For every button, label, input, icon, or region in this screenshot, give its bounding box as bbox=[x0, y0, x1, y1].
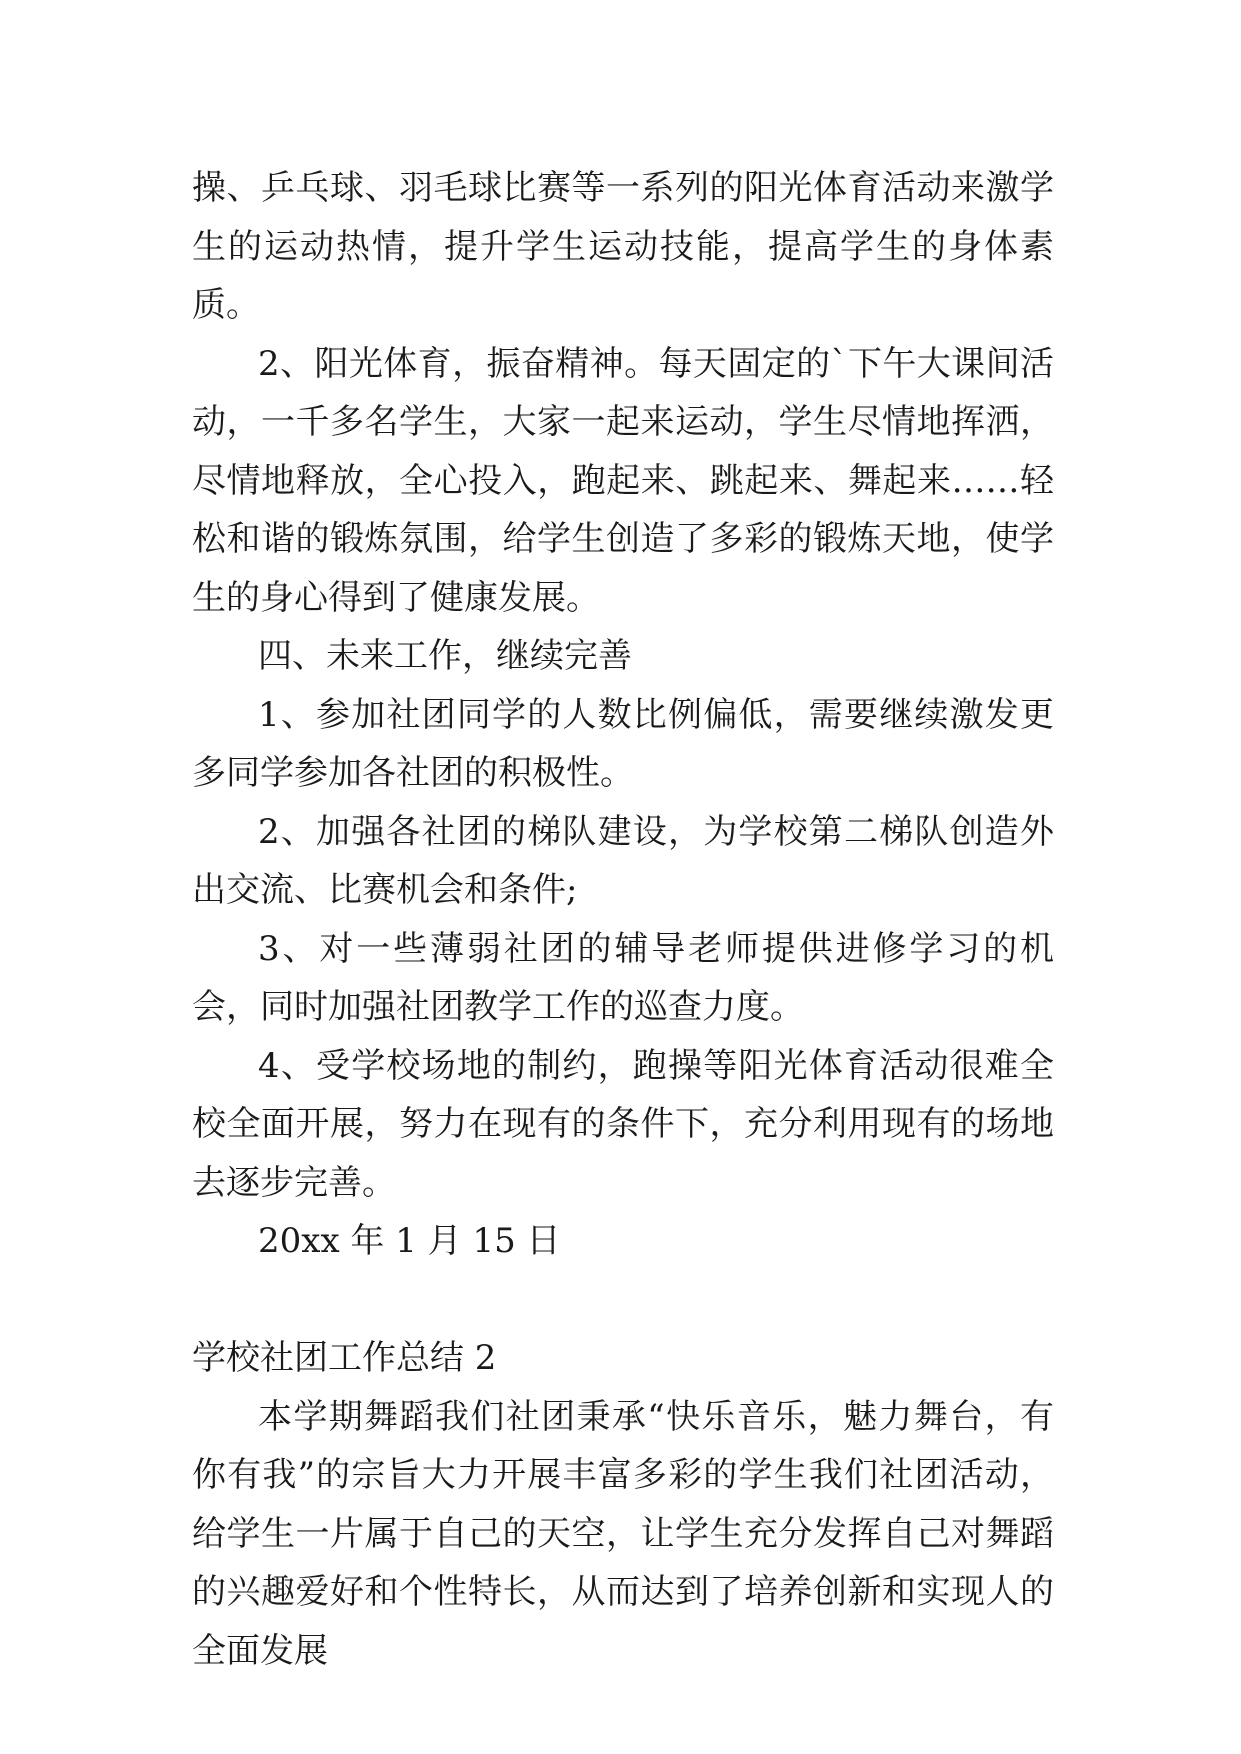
document-body bbox=[192, 159, 1054, 1680]
paragraph-sunshine-sports: 2、阳光体育，振奋精神。每天固定的`下午大课间活动，一千多名学生，大家一起来运动，学生尽情地挥洒，尽情地释放，全心投入，跑起来、跳起来、舞起来……轻松和谐的锻炼氛围，给学生创造了多彩的锻炼天地，使学生的身心得到了健康发展。 bbox=[192, 343, 1054, 618]
paragraph-item-3: 3、对一些薄弱社团的辅导老师提供进修学习的机会，同时加强社团教学工作的巡查力度。 bbox=[192, 928, 1054, 1027]
document-title-2: 学校社团工作总结 2 bbox=[192, 1338, 497, 1378]
paragraph-item-1: 1、参加社团同学的人数比例偏低，需要继续激发更多同学参加各社团的积极性。 bbox=[192, 694, 1054, 793]
document-date: 20xx 年 1 月 15 日 bbox=[258, 1221, 561, 1261]
paragraph-sports-activities: 操、乒乓球、羽毛球比赛等一系列的阳光体育活动来激学生的运动热情，提升学生运动技能，提高学生的身体素质。 bbox=[192, 168, 1054, 325]
section-heading-future-work: 四、未来工作，继续完善 bbox=[258, 636, 632, 676]
paragraph-item-2: 2、加强各社团的梯队建设，为学校第二梯队创造外出交流、比赛机会和条件; bbox=[192, 811, 1054, 910]
paragraph-dance-club: 本学期舞蹈我们社团秉承“快乐音乐，魅力舞台，有你有我”的宗旨大力开展丰富多彩的学生我们社团活动，给学生一片属于自己的天空，让学生充分发挥自己对舞蹈的兴趣爱好和个性特长，从而达到了培养创新和实现人的全面发展 bbox=[192, 1396, 1054, 1671]
blank-line bbox=[192, 1271, 1054, 1330]
paragraph-item-4: 4、受学校场地的制约，跑操等阳光体育活动很难全校全面开展，努力在现有的条件下，充分利用现有的场地去逐步完善。 bbox=[192, 1045, 1054, 1203]
